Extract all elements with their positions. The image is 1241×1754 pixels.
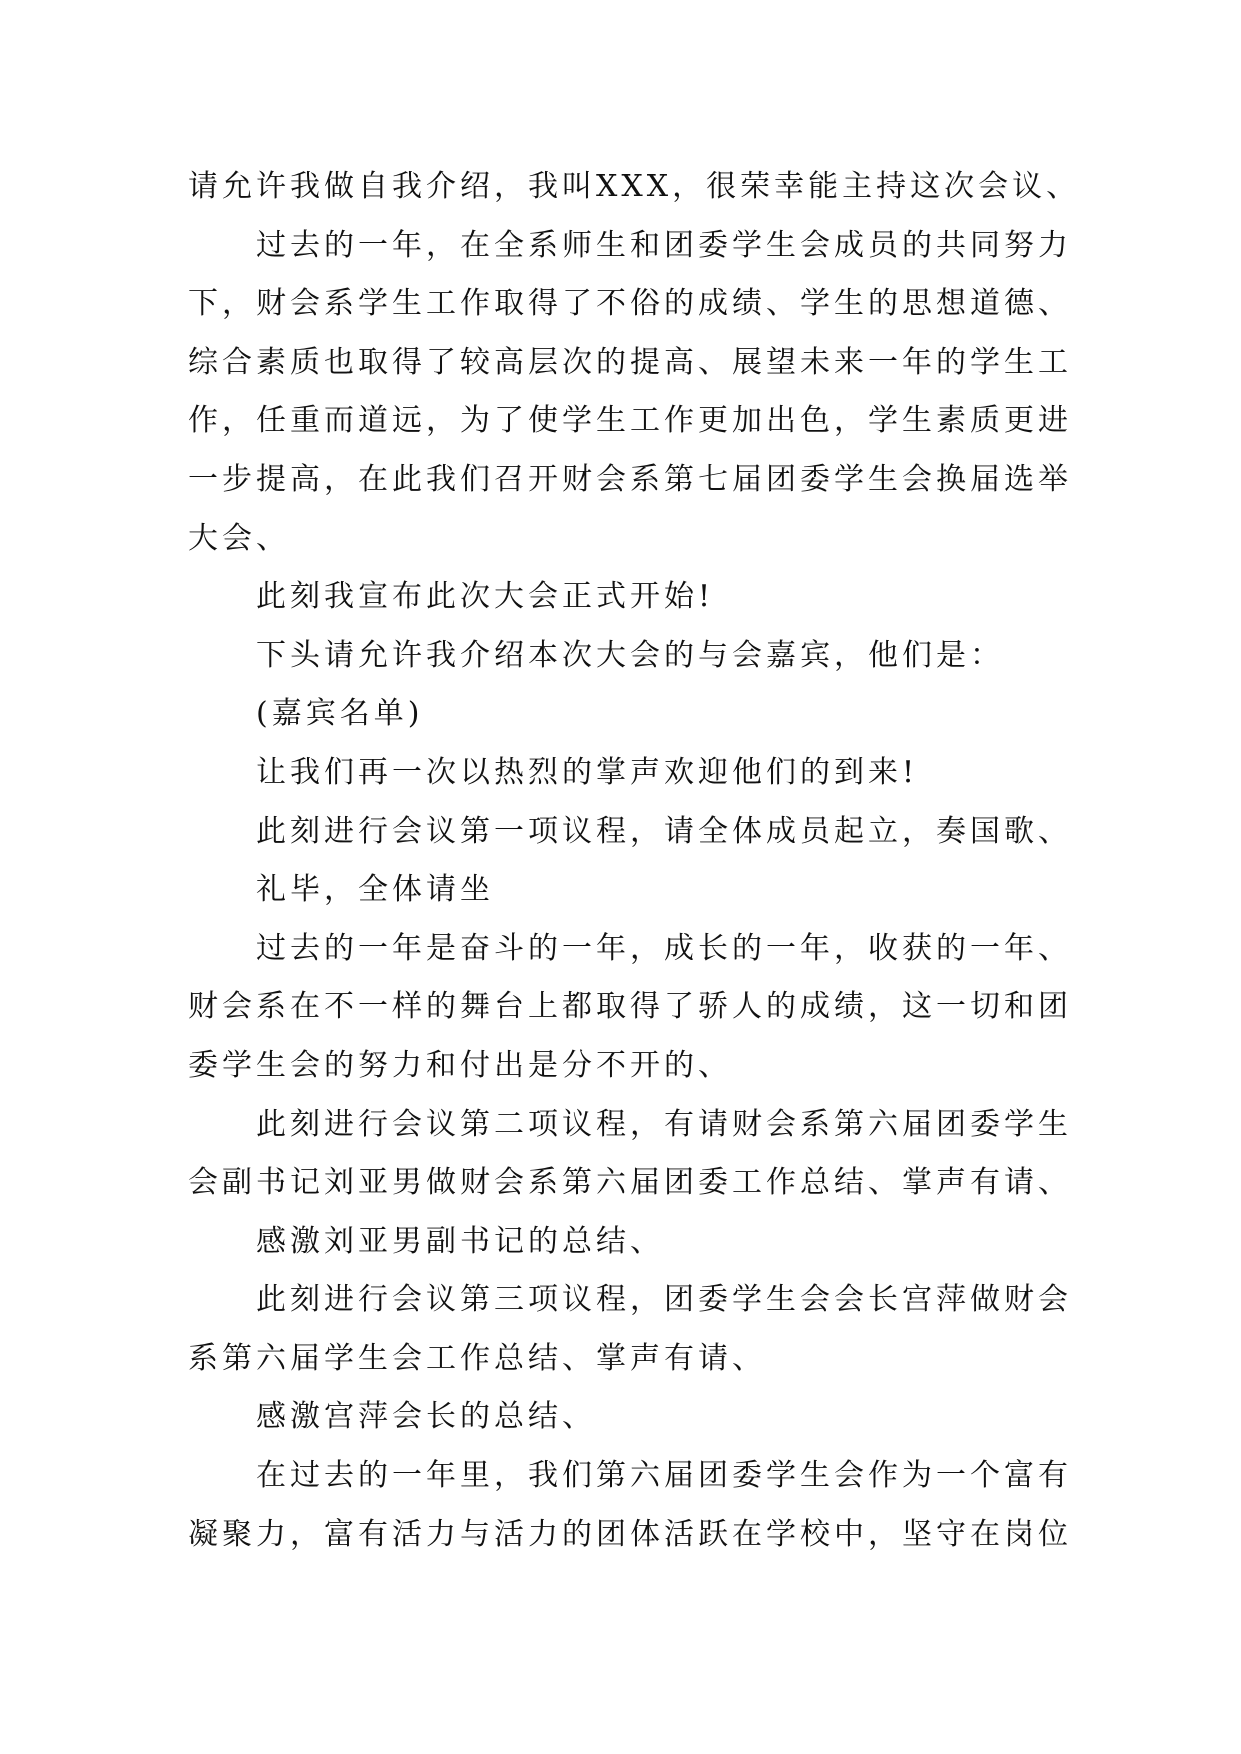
text-line: (嘉宾名单) — [256, 696, 424, 732]
text-line: 礼毕，全体请坐 — [256, 872, 494, 908]
text-line: 在过去的一年里，我们第六届团委学生会作为一个富有 — [256, 1458, 1072, 1494]
text-line: 此刻进行会议第三项议程，团委学生会会长宫萍做财会 — [256, 1282, 1072, 1318]
text-line: 财会系在不一样的舞台上都取得了骄人的成绩，这一切和团 — [188, 989, 1072, 1025]
text-line: 此刻我宣布此次大会正式开始! — [256, 579, 715, 615]
text-line: 此刻进行会议第一项议程，请全体成员起立，奏国歌、 — [256, 813, 1072, 849]
text-line: 过去的一年，在全系师生和团委学生会成员的共同努力 — [256, 227, 1072, 263]
text-line: 作，任重而道远，为了使学生工作更加出色，学生素质更进 — [188, 403, 1072, 439]
text-line: 感激刘亚男副书记的总结、 — [256, 1223, 664, 1259]
text-line: 感激宫萍会长的总结、 — [256, 1399, 596, 1435]
text-line: 系第六届学生会工作总结、掌声有请、 — [188, 1340, 766, 1376]
text-line: 此刻进行会议第二项议程，有请财会系第六届团委学生 — [256, 1106, 1072, 1142]
text-line: 大会、 — [188, 520, 290, 556]
text-line: 过去的一年是奋斗的一年，成长的一年，收获的一年、 — [256, 930, 1072, 966]
document-body — [188, 158, 1118, 1564]
text-line: 请允许我做自我介绍，我叫XXX，很荣幸能主持这次会议、 — [188, 169, 1081, 204]
text-line: 下，财会系学生工作取得了不俗的成绩、学生的思想道德、 — [188, 286, 1072, 322]
text-line: 凝聚力，富有活力与活力的团体活跃在学校中，坚守在岗位 — [188, 1516, 1072, 1552]
text-line: 让我们再一次以热烈的掌声欢迎他们的到来! — [256, 754, 919, 790]
text-line: 会副书记刘亚男做财会系第六届团委工作总结、掌声有请、 — [188, 1165, 1072, 1201]
text-line: 综合素质也取得了较高层次的提高、展望未来一年的学生工 — [188, 344, 1072, 380]
text-line: 委学生会的努力和付出是分不开的、 — [188, 1047, 732, 1083]
text-line: 下头请允许我介绍本次大会的与会嘉宾，他们是： — [256, 637, 1004, 673]
text-line: 一步提高，在此我们召开财会系第七届团委学生会换届选举 — [188, 461, 1072, 497]
